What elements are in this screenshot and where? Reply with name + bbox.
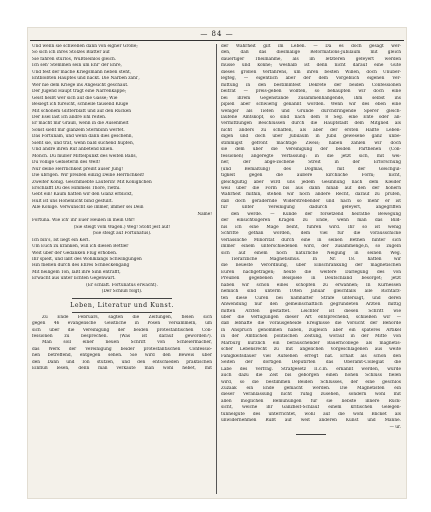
- text-line: nemlich sind unterm 10ten Januar gleichfalls alle Richtärz-: [221, 289, 401, 295]
- text-line: Zuzaak ein Ende gemacht werden. Die Magnetisten ein: [221, 386, 401, 392]
- text-line: stimmigst gefront mächtige Zweis; haben zählen wir doch: [221, 140, 401, 146]
- text-line: (Sie steigt auf Fortunatus).: [92, 231, 152, 237]
- text-line: Geist heißt wer sich auf die Gasse; Wie: [32, 95, 118, 101]
- text-line: Ich seh' Stemmen sein um Ehr' der Ehre,: [32, 63, 122, 69]
- right-column: [221, 44, 401, 435]
- text-line: Und wenn sie schwellen dann von eigner Größe;: [32, 44, 138, 49]
- text-line: Der Jugend Haupt trägt eine Narrenkappe;: [32, 89, 127, 95]
- text-line: in der Amtlichen politischen Zeitung, worauf in der Mitte von: [221, 334, 401, 340]
- text-line: Mit heiligem Ton, laßt ihre Sinn entrafft,: [32, 269, 121, 275]
- text-line: legteg, — eigentlich aber der dem Vorgeblich eigenen Ver-: [221, 76, 401, 82]
- text-line: nen betreffend, entgegen sehen. Sie wird den Beweis über: [32, 353, 212, 359]
- text-line: Um Euch zu kränken, will ich diesen Bettler: [32, 244, 129, 250]
- text-line: Erwacht aus unter lichten Gegenwart.: [32, 276, 116, 282]
- signature: — ur.: [389, 424, 401, 430]
- text-line: tunnelgute des unterrichtet, wohl auf die wohl Blicket als: [221, 411, 401, 417]
- text-line: Nur deine Herrlichkeit preißt auser Jung!: [32, 166, 124, 172]
- text-line: über die Verfügungen dieser Art entsprechend, schließen wir —: [221, 315, 401, 321]
- text-line: die neueste Verordnung, über Einschränkung der magnetischen: [221, 263, 401, 269]
- text-line: den Dann und Ton stützen, und den entschieden praktischen: [32, 359, 212, 365]
- text-line: Der Esel läst ich andre Ehl reiten.: [32, 114, 107, 120]
- text-line: nis ich eine Mage beiht, führen wird. Ihr so ist wenig: [221, 224, 401, 230]
- text-line: sicht, welche ihr Ganzheit-Schlauf einem kritischen Gelegen-: [221, 405, 401, 411]
- section-separator-lower: [72, 312, 172, 313]
- text-line: der einsichtsigeren Kragen zu Ende, wenn man das Bild-: [221, 218, 401, 224]
- text-line: Sonst sieht mir glanzem Sternbinn werfet.: [32, 127, 125, 133]
- text-line: Zu Ende Februars, sagten die Zeitungen, fielen sich: [42, 314, 212, 320]
- text-line: Läbe des Verfrag. Strafgesetz II.c.m. erkannt werden, wurde: [221, 366, 401, 372]
- text-line: Und andre ihren Ruf anbetend knien.: [32, 147, 114, 153]
- text-line: Wahrheit mithin, stehen wir noch andere Recht, darauf zu prüfen,: [221, 192, 401, 198]
- header-rule: [30, 40, 404, 41]
- text-line: das Werk der Vereinigung beider protestantischen Confessio-: [32, 346, 212, 352]
- text-line: Einfluß lesen, denn man verkaute man wohl hebet, mit: [32, 366, 212, 372]
- section-separator: [72, 298, 172, 299]
- text-line: pipiell aber schwierig genannt worden. Wenn wir des eben eine: [221, 102, 401, 108]
- text-line: sich über die Vereinigung der beiden protestantischen Con-: [32, 327, 212, 333]
- text-line: sich auf einem noch natürliche Neigung in seinen Weg.: [221, 250, 401, 256]
- text-line: Preußen gegebenen Beispiele in Deutschland besorget; jetzt: [221, 276, 401, 282]
- text-line: mittung in den bestimmtest Dekrete der beiden Confessionen: [221, 82, 401, 88]
- text-line: beitrat — preis-geben wollten, so behaupten wir doch eine: [221, 89, 401, 95]
- prose-block-2: [221, 257, 401, 425]
- text-line: Alle Könige. Verwünscht sie immer, immer sei Dein: [32, 205, 144, 211]
- text-line: scher Lebensrecht zu mit angelichen Vorgeschlagenen aus weite: [221, 347, 401, 353]
- text-line: haben wir schon eines schöpfen zu erwähnen; In Kurhessen: [221, 282, 401, 288]
- text-line: Name!: [197, 211, 212, 217]
- text-line: dauertiger Theilnahme, als im letzteren gefeyert werden: [221, 56, 401, 62]
- text-line: mitten Ärzten gestattet. Leichter ist diesen Schritt wie: [221, 308, 401, 314]
- text-line: Weit über der Gedanken Flug erhöben.: [32, 250, 118, 256]
- text-line: Sieht sie, und trat, wenn bald suchend hüpfen,: [32, 140, 135, 146]
- text-line: Besiegt ich füreicht, schnelle tausend Klüge: [32, 102, 129, 108]
- text-line: Gebt ein! Kaum hatten wir den Glanz erblickt,: [32, 192, 133, 198]
- text-line: daß doch gerädernde Widerstrebender und nach so mehr er ist: [221, 198, 401, 204]
- text-line: Entblößten Hauptes und nackt. Die Narben zähl',: [32, 76, 140, 82]
- text-line: müsse und könne; weshalb ist denn nicht darauf eine Gute: [221, 63, 401, 69]
- text-line: für unter Vereinigung dadurch gefeyert, angegriffen: [221, 205, 401, 211]
- text-line: Schritte gethan worden, dem viel für die vorausschicke: [221, 231, 401, 237]
- text-line: weniger als Tiefen und Gründe durchdringende Sperer gleich-: [221, 108, 401, 114]
- section-heading: Leben, Literatur und Kunst.: [70, 301, 174, 309]
- text-line: (Der Schluß folgt).: [101, 289, 143, 295]
- text-line: Ihr spielt, und laßt des Wohlklangs Schwingungen: [32, 256, 142, 262]
- text-line: in Anspruch genommen haben, zugleich aber ein späteres Artikel: [221, 327, 401, 333]
- text-line: weil über die Form bis aus dann hinab auf den der höhern: [221, 185, 401, 191]
- text-line: (Sie steigt vom Wagen.) Weg! Stöht jest auf!: [73, 224, 171, 230]
- newspaper-page: [28, 28, 406, 498]
- text-line: Anwendung nur den gemeinschaftlich gegründeten Ärzten mittig: [221, 302, 401, 308]
- text-line: Die übrigen. Wir preißen einzig Deine Herrlichkeit!: [32, 173, 145, 179]
- text-line: immer einem unterschiedenen wird, der zusammenge,h, so zugeln: [221, 244, 401, 250]
- text-line: Und fest der mache Kriegsmann neben steht,: [32, 69, 132, 75]
- text-line: ner, der abge-zochene Streit in der Erforschung: [221, 160, 401, 166]
- text-line: verlässliche Minorität durch eine in seinen Bethen hinter sich: [221, 237, 401, 243]
- text-line: Er macht mir Grauß, wenn in die Ausenmelt: [32, 121, 129, 127]
- prose-block: [32, 315, 212, 373]
- page-number: — 84 —: [200, 30, 234, 38]
- text-line: Das Fortunam, und wenn dann dies geschehn,: [32, 134, 133, 140]
- text-line: bei ihrem Gegenstande zusammenhängende, ihm selbst ins: [221, 95, 401, 101]
- text-line: Zweiter König. Geschmiebte Lauterin! Mit Königlichen: [32, 179, 152, 185]
- text-line: auch dazu die Zeit bis geborgen einen hohen Schlüss fielen: [221, 373, 401, 379]
- verse-block: [32, 44, 212, 296]
- text-line: Fortuna. Wie ich' ihr Euer Heulen in mein Ohr!: [32, 218, 135, 224]
- text-line: den, daß das diesmalige Reformations-Jubiläum mit gleich: [221, 50, 401, 56]
- text-line: Euren nachgetragen; heute die weitere Darlegung des von: [221, 269, 401, 275]
- text-line: digen und doch über Jubiläum in Jubil gewesene ganz unbe-: [221, 134, 401, 140]
- left-column: [32, 44, 212, 373]
- text-line: gleichgültig aber wird uns jedem Gesinnung nach dem Kleider: [221, 179, 401, 185]
- text-line: tigkeit gegen die äußere kirchliche Form; nicht,: [221, 173, 401, 179]
- text-line: Hin fließen durch des Ehres Schneckengang: [32, 263, 130, 269]
- text-line: Hült ist uns Höhenlicht bind gesfüllt.: [32, 198, 113, 204]
- text-line: wird, so die bestimmen Beiden Schlusses, der eine geschlos: [221, 379, 401, 385]
- text-line: daß lebhafte die vorausgeheide Ereignisse die Vorsicht der Behörde: [221, 321, 401, 327]
- text-line: Marburg kürzlich ein berauschender Bauerncollege als magnetis-: [221, 340, 401, 346]
- text-line: laufene Amtskopf, so sind nach dem 8 Seg. eine Ente oder an-: [221, 114, 401, 120]
- text-line: Ich bin's, Ist liegt ein Kerl.: [32, 237, 90, 243]
- prose-block-1: [221, 44, 401, 257]
- text-line: Seiten der dortigen Deputirten das Oberamt-Collegiat die: [221, 360, 401, 366]
- text-line: der Wahrheit gilt im Leben. — Da es doch gesagt wer-: [221, 44, 401, 49]
- text-line: Tierarzliche Magnetismus. In Nr. 18. hatten wir: [231, 256, 401, 262]
- text-line: Erschlafft Du des Himmels Thore, riethi.: [32, 185, 121, 191]
- text-line: (Er schläft. Fortunatus erwacht).: [86, 282, 158, 288]
- text-line: ten diese Curen bei namhafter Strafe untersagt, und deren: [221, 295, 401, 301]
- text-line: Du völlige Gebieterin des Welt!: [32, 160, 101, 166]
- text-line: Sie fahren sturlos, Wußtseinlos gleich.: [32, 56, 117, 62]
- text-line: unwidernehmen Rußt auf weit anderen Kunst und Manne.: [221, 418, 401, 424]
- text-line: vermittlungen Beschlüssen durch die Hauptstadt dem Mitglied als: [221, 121, 401, 127]
- text-line: dieser Veranlassung nicht ruhig zusehen, sondern wohl mit: [221, 392, 401, 398]
- text-line: allen möglichen Bemühungen für sie liebste innere Rück-: [221, 398, 401, 404]
- text-line: Mit schönem Glitterblatt und auf den Rücken: [32, 108, 132, 114]
- text-line: sie dem über die Vereinigung der beiden Parthenen (Con-: [221, 147, 401, 153]
- text-line: So sich ich ihres Stolzes Blätter auf: [32, 50, 110, 56]
- text-line: den werde. — Kunde der forsetzend heirathe Bewegung: [231, 211, 401, 217]
- text-line: Wer nie dem Kriege ins Angesicht geschaut.: [32, 82, 129, 88]
- text-line: fessionen zu besprechen. (Was ist darauf geworden?).: [32, 334, 212, 340]
- text-line: Mönch. Du mußer Mittelpunkt des weiten Balls,: [32, 153, 137, 159]
- text-line: Fähigkeitsdauer viel Aufsehen erregt hat. Erhält als schon den: [221, 353, 401, 359]
- text-line: fessionen) angeregte Verfassung: in die jetzt sich, mit wei-: [221, 153, 401, 159]
- text-line: (und Bemaltung) des Dogmas, mit der Gleichgül-: [221, 166, 401, 172]
- text-line: gegen 46 evangelische Geistliche in Posen versammeln, um: [32, 321, 212, 327]
- end-rule: [296, 434, 326, 435]
- column-divider: [216, 44, 217, 494]
- text-line: nicht anders zu schaffen, als aber der ersten Hälfte Leben-: [221, 127, 401, 133]
- text-line: dieses großen Verfahrens, um ihren besten Willen, doch Unüber-: [221, 69, 401, 75]
- text-line: Man soll einer neuen Schrift von Schleiermacher,: [42, 340, 212, 346]
